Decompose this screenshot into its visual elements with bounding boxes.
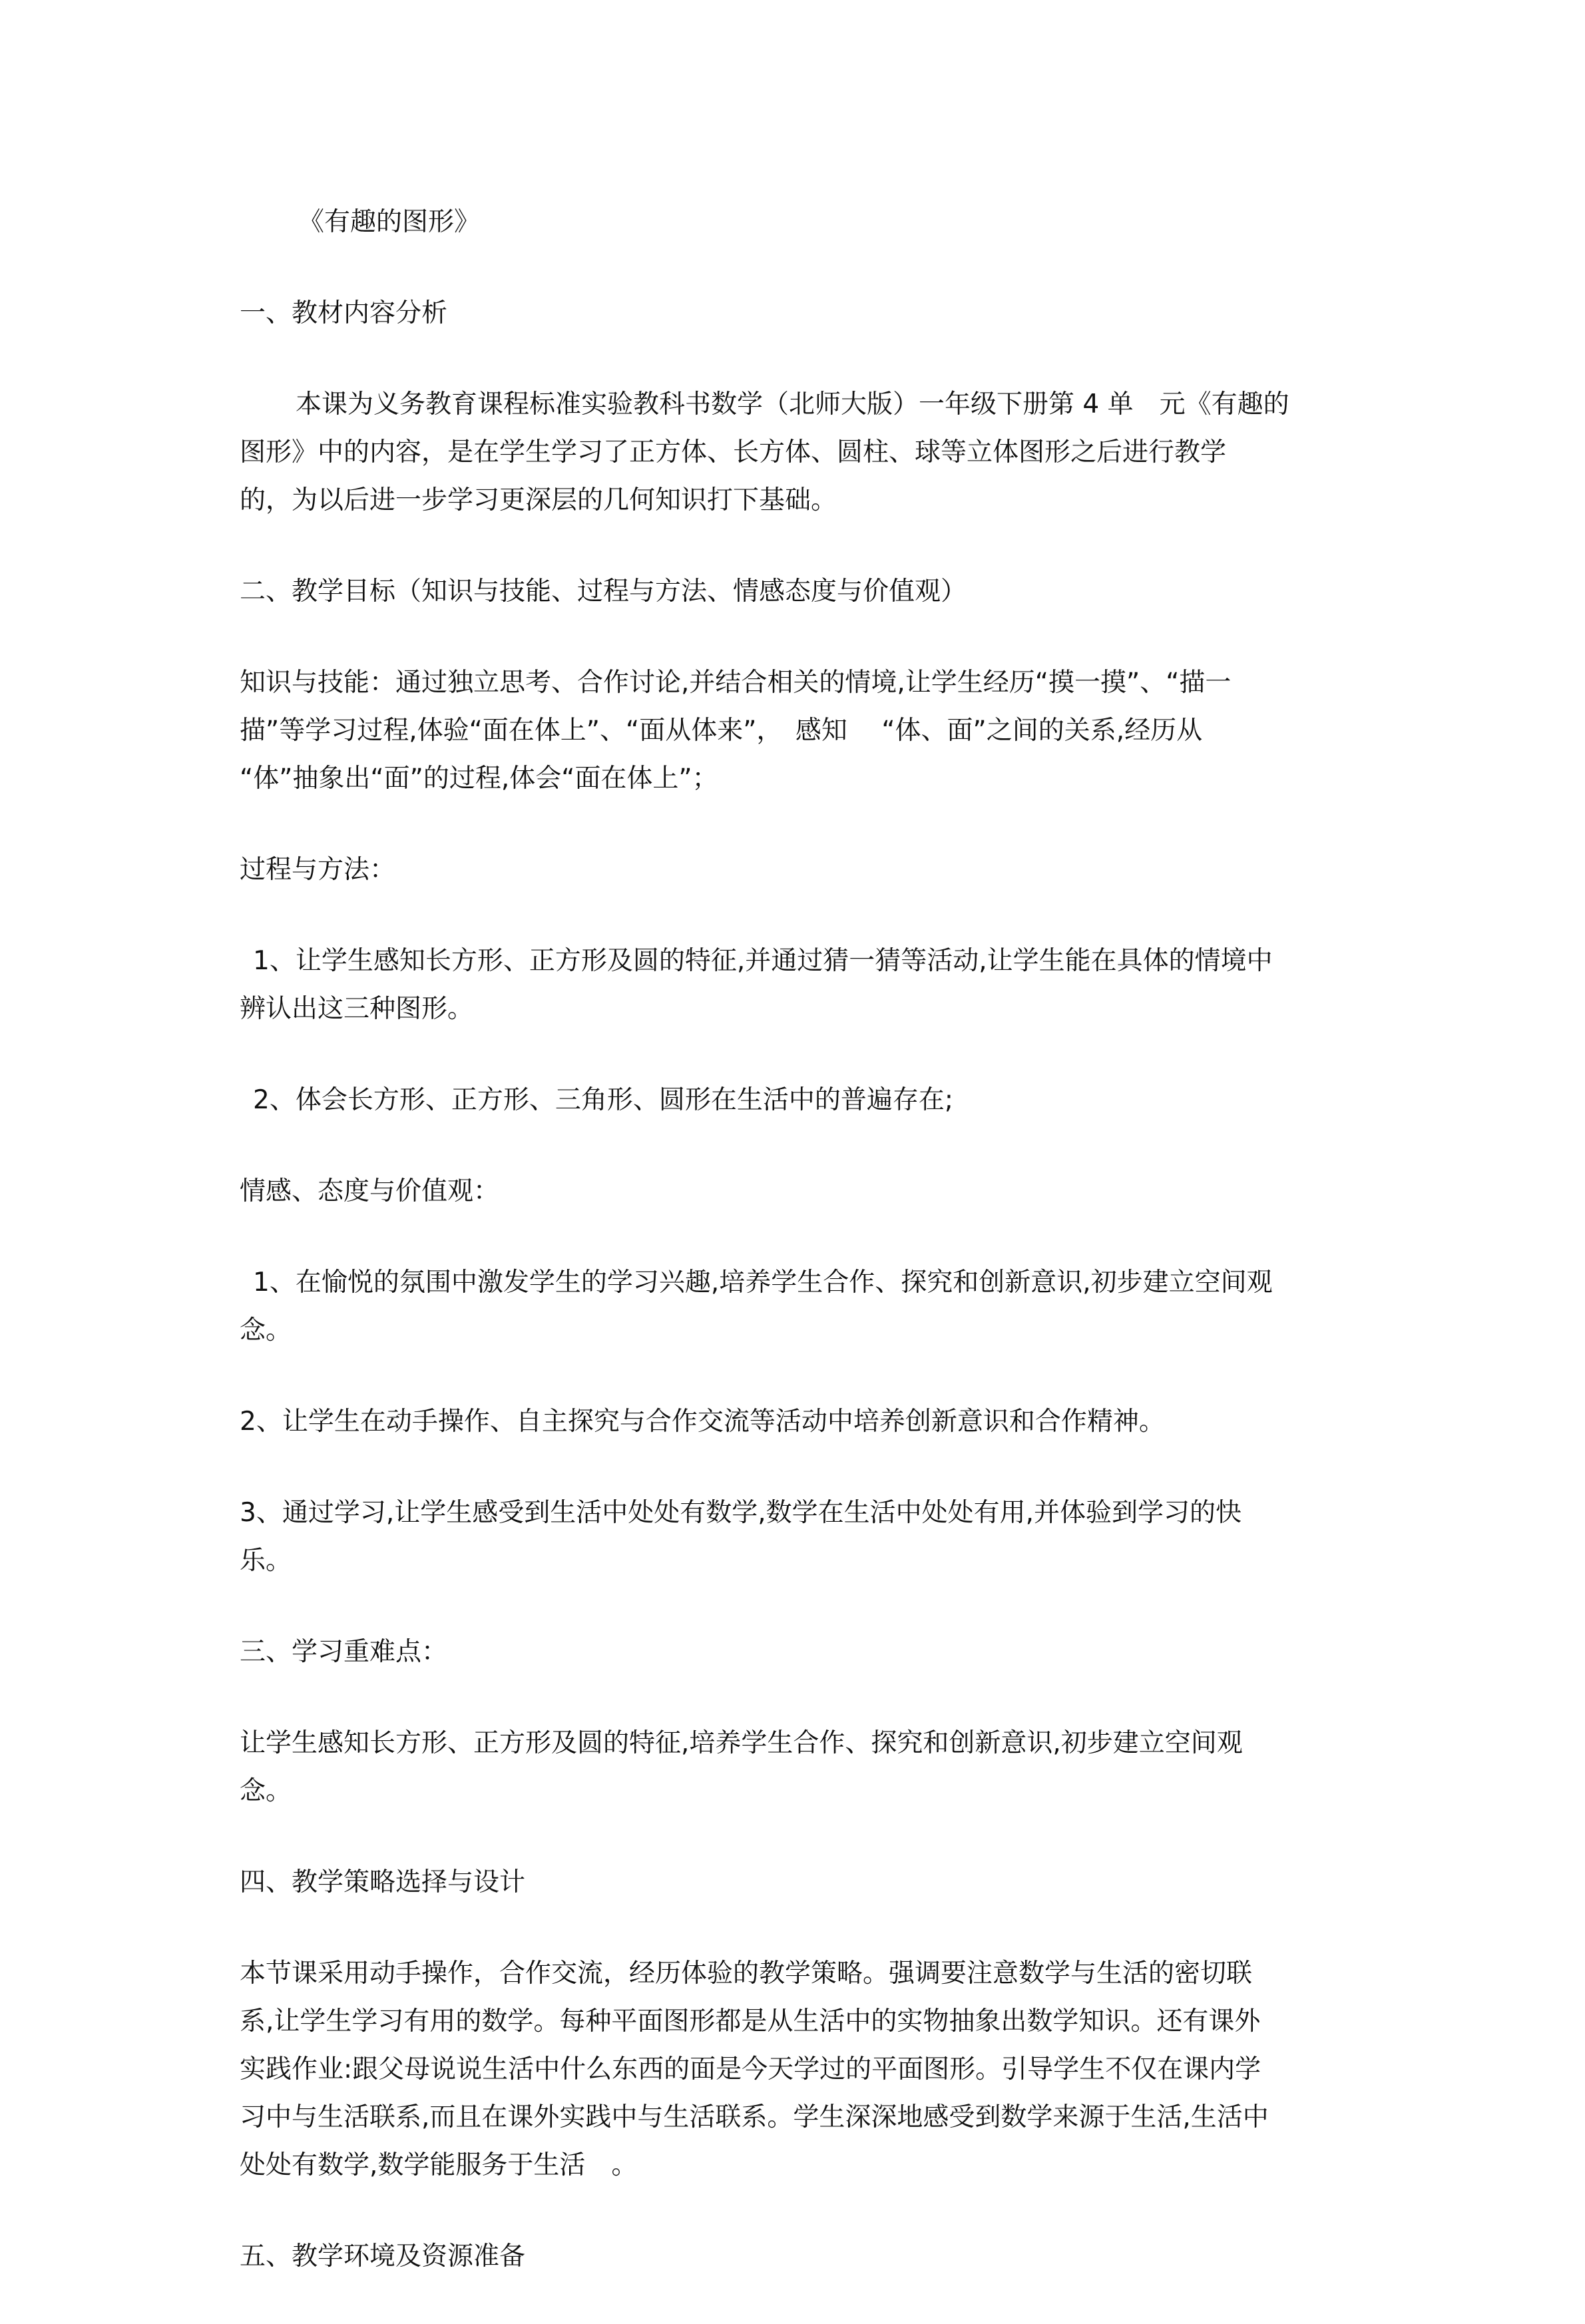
subheading-emotion-attitude: 情感、态度与价值观： — [240, 1176, 500, 1206]
section-heading-textbook-analysis: 一、教材内容分析 — [240, 298, 448, 328]
paragraph-line: 乐。 — [240, 1546, 292, 1576]
knowledge-skills-paragraph — [240, 659, 1358, 803]
section-heading-key-difficulties: 三、学习重难点： — [240, 1637, 448, 1667]
process-item-2: 2、体会长方形、正方形、三角形、圆形在生活中的普遍存在; — [253, 1085, 953, 1115]
document-title: 《有趣的图形》 — [298, 207, 481, 237]
paragraph-line: 的，为以后进一步学习更深层的几何知识打下基础。 — [240, 485, 837, 515]
paragraph-line: 系,让学生学习有用的数学。每种平面图形都是从生活中的实物抽象出数学知识。还有课外 — [240, 2006, 1261, 2036]
teaching-strategy-paragraph — [240, 1950, 1358, 2190]
paragraph-line: 图形》中的内容，是在学生学习了正方体、长方体、圆柱、球等立体图形之后进行教学 — [240, 437, 1227, 467]
process-item-1 — [240, 937, 1358, 1033]
textbook-analysis-paragraph — [240, 381, 1358, 525]
section-heading-environment-resources: 五、教学环境及资源准备 — [240, 2241, 526, 2271]
paragraph-line: 1、让学生感知长方形、正方形及圆的特征,并通过猜一猜等活动,让学生能在具体的情境中 — [253, 946, 1273, 976]
subheading-process-methods: 过程与方法： — [240, 855, 396, 885]
paragraph-line: “体”抽象出“面”的过程,体会“面在体上”； — [240, 764, 718, 794]
paragraph-line: 念。 — [240, 1315, 292, 1345]
paragraph-line: 实践作业:跟父母说说生活中什么东西的面是今天学过的平面图形。引导学生不仅在课内学 — [240, 2054, 1261, 2084]
emotion-item-1 — [240, 1259, 1358, 1355]
paragraph-line: 3、通过学习,让学生感受到生活中处处有数学,数学在生活中处处有用,并体验到学习的快 — [240, 1498, 1242, 1528]
section-heading-teaching-strategy: 四、教学策略选择与设计 — [240, 1867, 526, 1897]
paragraph-line: 1、在愉悦的氛围中激发学生的学习兴趣,培养学生合作、探究和创新意识,初步建立空间观 — [253, 1268, 1273, 1297]
paragraph-line: 习中与生活联系,而且在课外实践中与生活联系。学生深深地感受到数学来源于生活,生活中 — [240, 2102, 1269, 2132]
paragraph-line: 念。 — [240, 1776, 292, 1806]
paragraph-line: 处处有数学,数学能服务于生活 。 — [240, 2150, 638, 2180]
paragraph-line: 本课为义务教育课程标准实验教科书数学（北师大版）一年级下册第 4 单 元《有趣的 — [296, 389, 1289, 419]
paragraph-line: 知识与技能：通过独立思考、合作讨论,并结合相关的情境,让学生经历“摸一摸”、“描一 — [240, 668, 1232, 698]
paragraph-line: 让学生感知长方形、正方形及圆的特征,培养学生合作、探究和创新意识,初步建立空间观 — [240, 1728, 1243, 1758]
paragraph-line: 辨认出这三种图形。 — [240, 994, 474, 1024]
emotion-item-3 — [240, 1489, 1358, 1585]
paragraph-line: 本节课采用动手操作，合作交流，经历体验的教学策略。强调要注意数学与生活的密切联 — [240, 1959, 1253, 1988]
paragraph-line: 描”等学习过程,体验“面在体上”、“面从体来”， 感知 “体、面”之间的关系,经历从 — [240, 716, 1203, 746]
section-heading-teaching-goals: 二、教学目标（知识与技能、过程与方法、情感态度与价值观） — [240, 577, 967, 606]
emotion-item-2: 2、让学生在动手操作、自主探究与合作交流等活动中培养创新意识和合作精神。 — [240, 1407, 1165, 1437]
key-difficulties-paragraph — [240, 1720, 1358, 1815]
document-body — [240, 198, 1358, 2324]
